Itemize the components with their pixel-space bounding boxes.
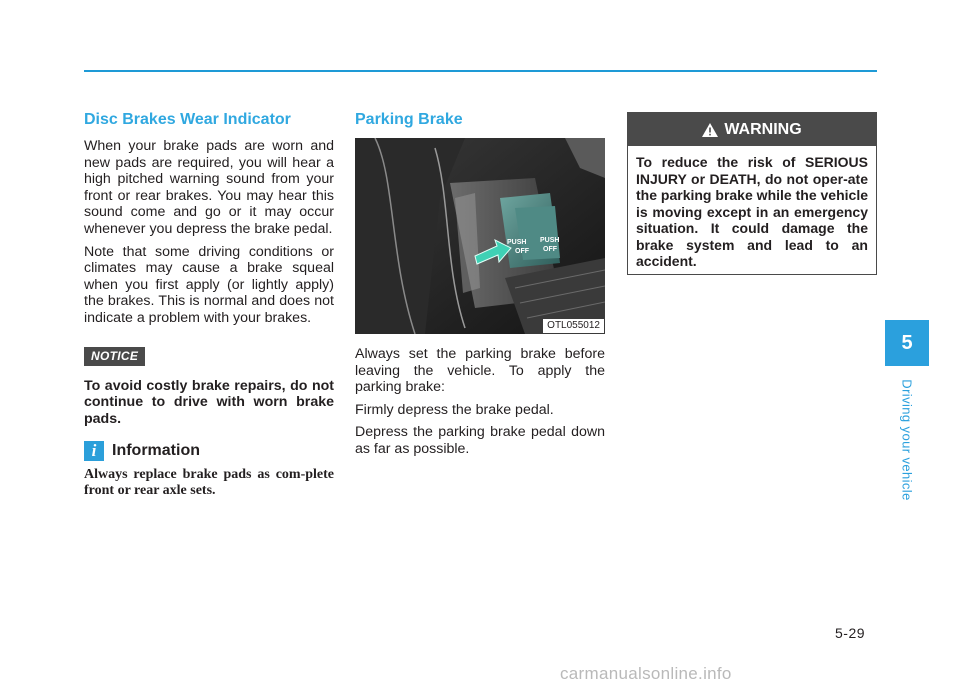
warning-triangle-icon [702,123,718,137]
pedal-label: PUSH [507,239,527,246]
information-title: Information [112,442,200,460]
information-text: Always replace brake pads as com-plete front or rear axle sets. [84,467,334,499]
pedal-label: PUSH [540,237,560,244]
notice-badge: NOTICE [84,347,145,366]
section-title-disc-brakes: Disc Brakes Wear Indicator [84,111,291,128]
chapter-tab: 5 [885,320,929,366]
parking-brake-illustration [355,138,605,334]
paragraph: Firmly depress the brake pedal. [355,401,554,418]
parking-brake-figure [355,138,605,334]
warning-header [628,113,876,146]
paragraph: Always set the parking brake before leaving the vehicle. To apply the parking brake: [355,346,605,396]
header-rule [84,70,877,72]
chapter-label: Driving your vehicle [899,379,915,501]
info-icon: i [84,441,104,461]
column-parking-brake [355,110,605,464]
paragraph: Note that some driving conditions or climates may cause a brake squeal when you first apply (or lightly apply) the brakes. This is normal and does not indicate a problem with your brakes. [84,243,334,326]
pedal-label: OFF [543,246,557,253]
warning-title: WARNING [724,120,802,138]
warning-box [627,112,877,275]
figure-caption: OTL055012 [543,319,604,333]
watermark: carmanualsonline.info [560,664,732,683]
information-heading [84,441,334,461]
paragraph: Depress the parking brake pedal down as far as possible. [355,424,605,457]
pedal-label: OFF [515,248,529,255]
paragraph: When your brake pads are worn and new pads are required, you will hear a high pitched warning sound from your front or rear brakes. You may hear this sound come and go or it may occur whenever you depress the brake pedal. [84,138,334,237]
page-number: 5-29 [835,625,866,641]
notice-text: To avoid costly brake repairs, do not continue to drive with worn brake pads. [84,377,334,427]
warning-text: To reduce the risk of SERIOUS INJURY or DEATH, do not oper-ate the parking brake while the vehicle is moving except in an emergency situation. It could damage the brake system and lead to an accident. [636,154,868,269]
section-title-parking-brake: Parking Brake [355,111,463,128]
column-disc-brakes [84,110,334,499]
